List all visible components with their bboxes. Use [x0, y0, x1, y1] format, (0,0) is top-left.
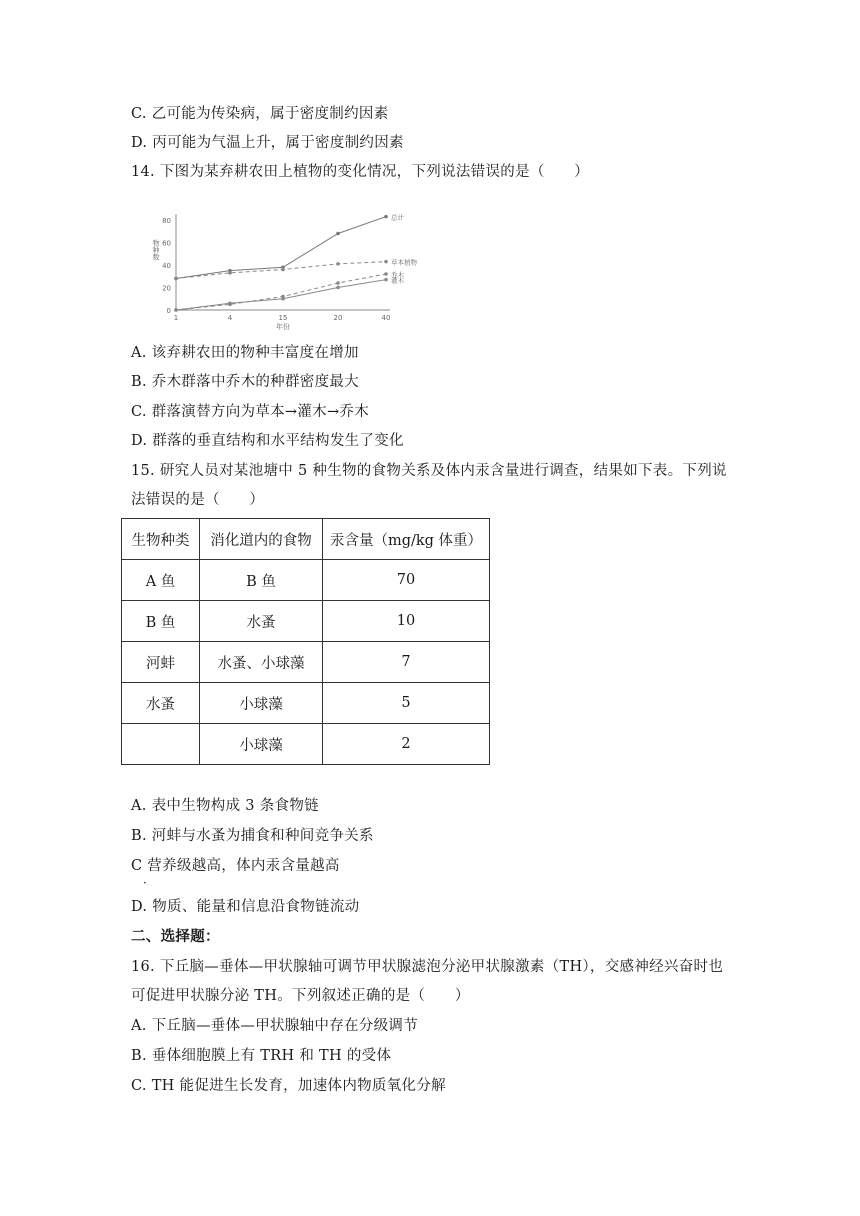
table-cell: 小球藻 — [200, 683, 323, 724]
q15-option-d: D. 物质、能量和信息沿食物链流动 — [131, 899, 360, 915]
data-point — [174, 308, 178, 312]
table-header: 生物种类 — [122, 519, 200, 560]
q15-option-c: C 营养级越高，体内汞含量越高 — [131, 858, 340, 874]
q13-option-d: D. 丙可能为气温上升，属于密度制约因素 — [131, 135, 404, 151]
y-tick-label: 0 — [166, 307, 171, 315]
q16-option-a: A. 下丘脑—垂体—甲状腺轴中存在分级调节 — [131, 1018, 418, 1034]
plant-change-chart — [148, 202, 420, 330]
data-point — [336, 232, 340, 236]
data-point — [174, 277, 178, 281]
q14-option-c: C. 群落演替方向为草本→灌木→乔木 — [131, 404, 369, 420]
q16-stem-line1: 16. 下丘脑—垂体—甲状腺轴可调节甲状腺滤泡分泌甲状腺激素（TH），交感神经兴奋时也 — [131, 959, 724, 975]
table-cell: B 鱼 — [122, 601, 200, 642]
data-point — [384, 215, 388, 219]
table-row — [122, 601, 490, 642]
data-point — [384, 278, 388, 282]
series-label: 总计 — [391, 213, 404, 222]
data-point — [336, 286, 340, 290]
series-line — [176, 262, 386, 279]
series-line — [176, 280, 386, 310]
q16-option-c: C. TH 能促进生长发育，加速体内物质氧化分解 — [131, 1078, 446, 1094]
table-cell: 河蚌 — [122, 642, 200, 683]
series-label: 乔木 — [391, 271, 404, 279]
table-header: 汞含量（mg/kg 体重） — [323, 519, 490, 560]
series-label: 灌木 — [391, 276, 404, 285]
q13-option-c: C. 乙可能为传染病，属于密度制约因素 — [131, 106, 389, 122]
table-cell: 70 — [323, 560, 490, 601]
q14-option-d: D. 群落的垂直结构和水平结构发生了变化 — [131, 433, 404, 449]
data-point — [336, 281, 340, 285]
section-title: 二、选择题： — [131, 929, 220, 945]
table-cell: 7 — [323, 642, 490, 683]
y-tick-label: 40 — [162, 262, 171, 270]
data-point — [228, 301, 232, 305]
q14-stem: 14. 下图为某弃耕农田上植物的变化情况，下列说法错误的是（ ） — [131, 164, 590, 180]
y-tick-label: 20 — [162, 284, 171, 293]
data-point — [281, 268, 285, 272]
table-row — [122, 724, 490, 765]
series-line — [176, 274, 386, 310]
y-axis-label: 物种数 — [152, 239, 160, 261]
x-tick-label: 15 — [278, 314, 288, 322]
q16-option-b: B. 垂体细胞膜上有 TRH 和 TH 的受体 — [131, 1048, 392, 1064]
q15-option-a: A. 表中生物构成 3 条食物链 — [131, 798, 319, 814]
mercury-table — [121, 518, 490, 765]
data-point — [384, 260, 388, 264]
y-tick-label: 80 — [162, 217, 171, 225]
stray-dot: · — [143, 876, 147, 890]
x-tick-label: 20 — [333, 314, 343, 322]
q16-stem-line2: 可促进甲状腺分泌 TH。下列叙述正确的是（ ） — [131, 988, 470, 1004]
table-header: 消化道内的食物 — [200, 519, 323, 560]
x-axis-label: 年份 — [276, 323, 290, 330]
x-tick-label: 1 — [173, 314, 179, 322]
q14-option-a: A. 该弃耕农田的物种丰富度在增加 — [131, 345, 359, 361]
table-row — [122, 560, 490, 601]
table-row — [122, 683, 490, 724]
table-cell: 5 — [323, 683, 490, 724]
data-point — [281, 297, 285, 301]
table-cell — [122, 724, 200, 765]
q14-option-b: B. 乔木群落中乔木的种群密度最大 — [131, 374, 359, 390]
table-cell: 水蚤 — [122, 683, 200, 724]
table-cell: 水蚤 — [200, 601, 323, 642]
table-row — [122, 642, 490, 683]
y-tick-label: 60 — [162, 239, 171, 248]
data-point — [384, 272, 388, 276]
q15-stem-line1: 15. 研究人员对某池塘中 5 种生物的食物关系及体内汞含量进行调查，结果如下表。下列说 — [131, 463, 727, 479]
table-cell: 水蚤、小球藻 — [200, 642, 323, 683]
series-label: 草本植物 — [391, 258, 417, 267]
q15-stem-line2: 法错误的是（ ） — [131, 492, 265, 508]
q15-option-b: B. 河蚌与水蚤为捕食和种间竞争关系 — [131, 828, 374, 844]
table-cell: A 鱼 — [122, 560, 200, 601]
x-tick-label: 4 — [227, 314, 233, 322]
table-cell: 小球藻 — [200, 724, 323, 765]
x-tick-label: 40 — [381, 314, 391, 322]
data-point — [336, 262, 340, 266]
table-header-row — [122, 519, 490, 560]
table-cell: 2 — [323, 724, 490, 765]
table-cell: 10 — [323, 601, 490, 642]
table-cell: B 鱼 — [200, 560, 323, 601]
data-point — [228, 271, 232, 275]
